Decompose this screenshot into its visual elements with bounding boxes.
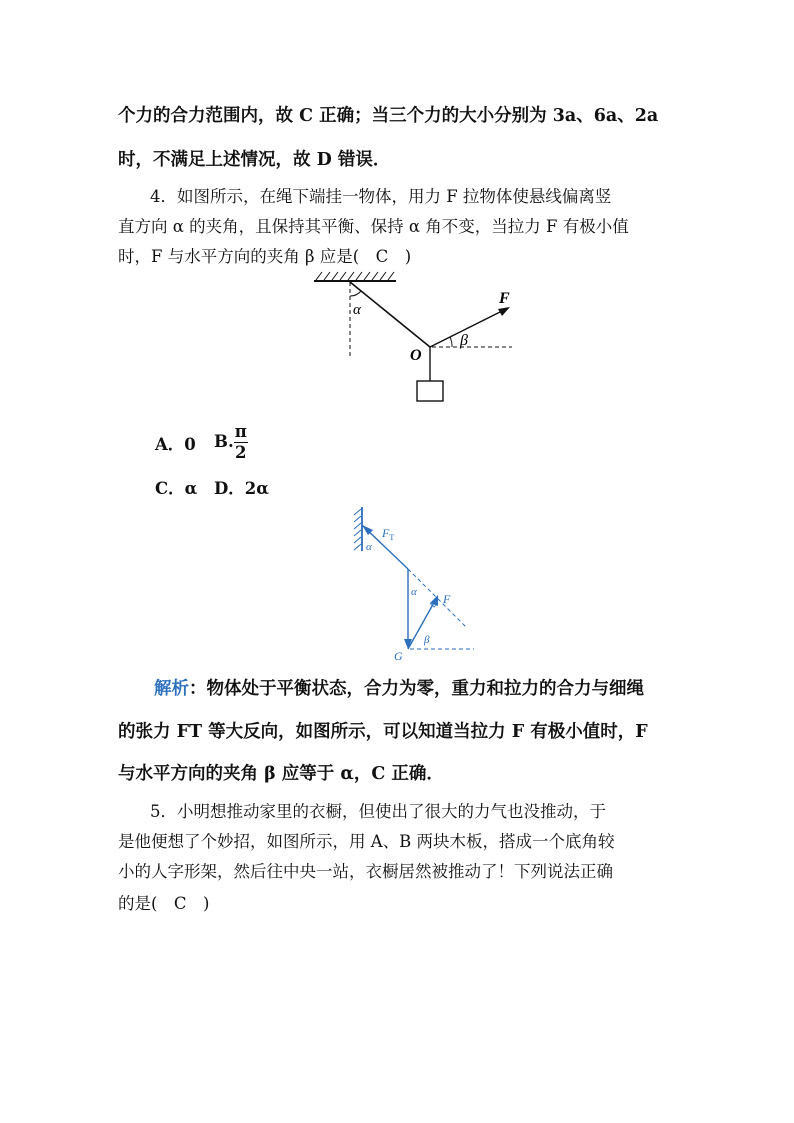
analysis-line-1	[154, 675, 644, 700]
alpha-label: α	[353, 302, 361, 318]
q4-line-3: 时，F 与水平方向的夹角 β 应是( C )	[118, 247, 412, 266]
option-b-fraction	[234, 424, 248, 461]
rope	[350, 282, 430, 347]
q4-diagram	[300, 268, 530, 408]
alpha-arc	[350, 291, 361, 296]
option-b-prefix: B.	[214, 432, 234, 451]
q5-line-2: 是他便想了个妙招，如图所示，用 A、B 两块木板，搭成一个底角较	[118, 832, 615, 851]
option-a: A．0	[155, 435, 196, 454]
min-force-line	[408, 599, 436, 649]
solution-diagram	[348, 503, 478, 665]
force-f-arrowhead	[498, 307, 510, 316]
beta-label: β	[460, 332, 468, 349]
gravity-label: G	[394, 649, 403, 663]
analysis-line-1-text: ：物体处于平衡状态，合力为零，重力和拉力的合力与细绳	[189, 679, 644, 699]
prev-line-2: 时，不满足上述情况，故 D 错误．	[118, 150, 391, 170]
q5-line-3: 小的人字形架，然后往中央一站，衣橱居然被推动了！下列说法正确	[118, 862, 613, 881]
option-d: D．2α	[214, 479, 269, 498]
q5-line-4: 的是( C )	[118, 894, 210, 913]
alpha-wall-label: α	[366, 541, 372, 553]
point-o-label: O	[410, 347, 422, 364]
option-b	[214, 422, 248, 462]
beta-arc	[450, 337, 452, 347]
analysis-label: 解析	[154, 679, 189, 699]
option-c: C．α	[155, 479, 198, 498]
alpha-node-label: α	[411, 586, 417, 598]
analysis-line-3: 与水平方向的夹角 β 应等于 α，C 正确．	[118, 764, 444, 784]
wall-hatch	[354, 509, 361, 550]
q4-line-1: 4．如图所示，在绳下端挂一物体，用力 F 拉物体使悬线偏离竖	[150, 187, 612, 206]
q5-line-1: 5．小明想推动家里的衣橱，但使出了很大的力气也没推动，于	[150, 802, 606, 821]
option-b-numerator: π	[234, 422, 247, 441]
prev-line-1: 个力的合力范围内，故 C 正确；当三个力的大小分别为 3a、6a、2a	[118, 106, 659, 126]
beta-solution-label: β	[424, 634, 430, 646]
q4-line-2: 直方向 α 的夹角，且保持其平衡、保持 α 角不变，当拉力 F 有极小值	[118, 217, 629, 236]
min-force-label: F	[443, 592, 451, 606]
hanging-block	[417, 381, 443, 401]
analysis-line-2: 的张力 FT 等大反向，如图所示，可以知道当拉力 F 有极小值时，F	[118, 722, 648, 742]
force-f-label: F	[499, 290, 510, 307]
tension-label: $F_T$	[382, 526, 395, 542]
ceiling-hatch	[316, 272, 394, 280]
option-b-denominator: 2	[235, 442, 247, 462]
